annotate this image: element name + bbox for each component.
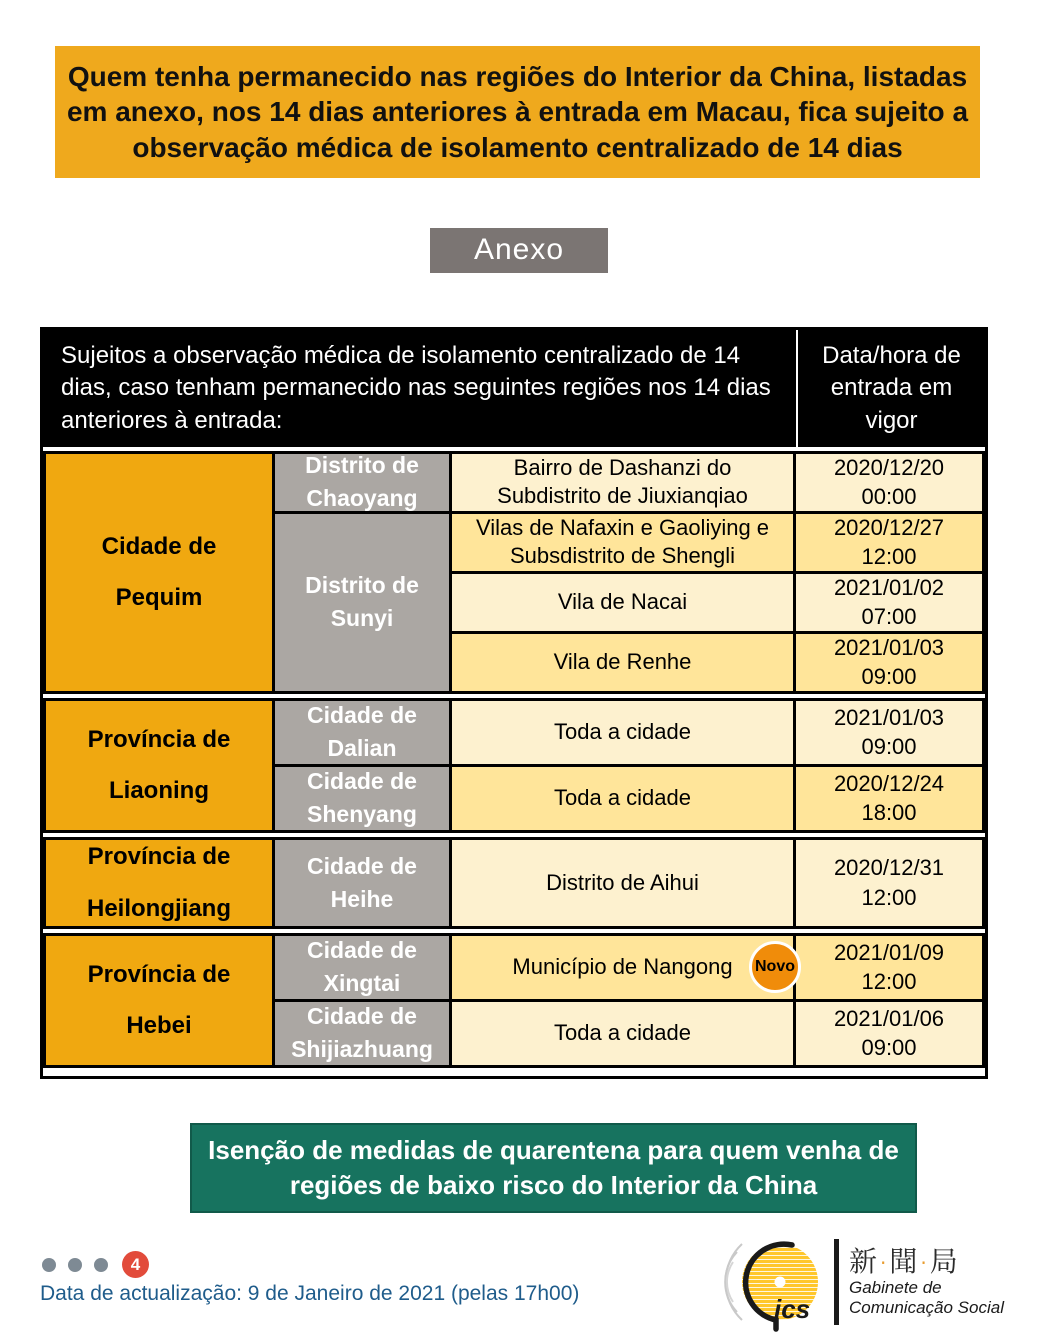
quarantine-notice-banner <box>55 46 980 178</box>
place-cell: Toda a cidade <box>452 767 793 830</box>
area-cell: Cidade de Shijiazhuang <box>275 1002 449 1065</box>
exemption-banner <box>190 1123 917 1213</box>
page-dot <box>94 1258 108 1272</box>
region-cell: Província de Hebei <box>46 936 272 1065</box>
effective-date: 2020/12/27 <box>833 514 945 540</box>
logo-pt-line1: Gabinete de <box>849 1277 942 1297</box>
effective-time: 12:00 <box>861 544 917 570</box>
section-liaoning <box>43 698 985 833</box>
anexo-title-chip <box>430 228 608 273</box>
effective-date: 2021/01/03 <box>833 634 945 660</box>
datetime-cell <box>796 1002 982 1065</box>
place-cell: Vila de Renhe <box>452 634 793 691</box>
effective-time: 09:00 <box>861 1035 917 1061</box>
effective-date: 2021/01/02 <box>833 574 945 600</box>
effective-time: 12:00 <box>861 884 917 910</box>
effective-date: 2020/12/20 <box>833 454 945 480</box>
place-cell: Distrito de Aihui <box>452 840 793 926</box>
effective-time: 09:00 <box>861 734 917 760</box>
region-cell: Província de Heilongjiang <box>46 840 272 926</box>
page-dot <box>42 1258 56 1272</box>
logo-divider-bar <box>834 1239 839 1325</box>
place-cell <box>452 936 793 999</box>
logo-cn-char: 新 <box>849 1246 880 1278</box>
datetime-cell <box>796 701 982 764</box>
datetime-cell <box>796 574 982 631</box>
effective-time: 09:00 <box>861 664 917 690</box>
area-cell: Cidade de Dalian <box>275 701 449 764</box>
effective-date: 2021/01/06 <box>833 1005 945 1031</box>
page-indicator <box>42 1251 149 1278</box>
exemption-text: Isenção de medidas de quarentena para quem venha de regiões de baixo risco do Interior da China <box>208 1134 899 1201</box>
anexo-label: Anexo <box>473 233 565 267</box>
place-cell: Vila de Nacai <box>452 574 793 631</box>
datetime-cell <box>796 767 982 830</box>
region-cell: Província de Liaoning <box>46 701 272 830</box>
datetime-cell <box>796 936 982 999</box>
effective-time: 00:00 <box>861 484 917 510</box>
logo-dot: ‧ <box>920 1252 929 1275</box>
section-hebei <box>43 933 985 1068</box>
area-cell: Distrito de Chaoyang <box>275 454 449 511</box>
place-cell: Bairro de Dashanzi do Subdistrito de Jiuxianqiao <box>452 454 793 511</box>
area-cell: Cidade de Heihe <box>275 840 449 926</box>
logo-text-block <box>849 1247 1004 1316</box>
area-cell: Distrito de Sunyi <box>275 514 449 691</box>
logo-chinese-name <box>849 1247 1004 1276</box>
datetime-cell <box>796 840 982 926</box>
logo-pt-line2: Comunicação Social <box>849 1297 1004 1317</box>
page-dot <box>68 1258 82 1272</box>
logo-dot: ‧ <box>880 1252 889 1275</box>
area-cell: Cidade de Shenyang <box>275 767 449 830</box>
quarantine-regions-table <box>40 327 988 1079</box>
section-heilongjiang <box>43 837 985 929</box>
logo-cn-char: 聞 <box>889 1246 920 1278</box>
effective-date: 2020/12/31 <box>833 855 945 881</box>
place-cell: Toda a cidade <box>452 701 793 764</box>
update-date-text: Data de actualização: 9 de Janeiro de 2021 (pelas 17h00) <box>40 1282 580 1305</box>
header-criteria: Sujeitos a observação médica de isolamento centralizado de 14 dias, caso tenham permanecido nas seguintes regiões nos 14 dias anteriores à entrada: <box>61 341 771 434</box>
place-label: Município de Nangong <box>512 954 733 980</box>
effective-time: 07:00 <box>861 604 917 630</box>
novo-badge: Novo <box>749 941 801 993</box>
quarantine-notice-text: Quem tenha permanecido nas regiões do Interior da China, listadas em anexo, nos 14 dias anteriores à entrada em Macau, fica sujeito a observação médica de isolamento centralizado de 14 dias <box>66 61 969 163</box>
datetime-cell <box>796 634 982 691</box>
header-datetime: Data/hora de entrada em vigor <box>796 330 985 447</box>
logo-cn-char: 局 <box>929 1246 960 1278</box>
gcs-logo <box>712 1232 1004 1332</box>
effective-time: 18:00 <box>861 800 917 826</box>
table-header <box>43 330 985 447</box>
page-number-badge: 4 <box>122 1251 149 1278</box>
area-cell: Cidade de Xingtai <box>275 936 449 999</box>
section-pequim <box>43 451 985 694</box>
svg-text:ics: ics <box>774 1294 811 1324</box>
datetime-cell <box>796 454 982 511</box>
effective-date: 2021/01/03 <box>833 704 945 730</box>
gcs-emblem-icon <box>712 1232 832 1332</box>
effective-date: 2020/12/24 <box>833 770 945 796</box>
effective-date: 2021/01/09 <box>833 939 945 965</box>
place-cell: Toda a cidade <box>452 1002 793 1065</box>
place-cell: Vilas de Nafaxin e Gaoliying e Subsdistrito de Shengli <box>452 514 793 571</box>
effective-time: 12:00 <box>861 969 917 995</box>
region-cell: Cidade de Pequim <box>46 454 272 691</box>
datetime-cell <box>796 514 982 571</box>
